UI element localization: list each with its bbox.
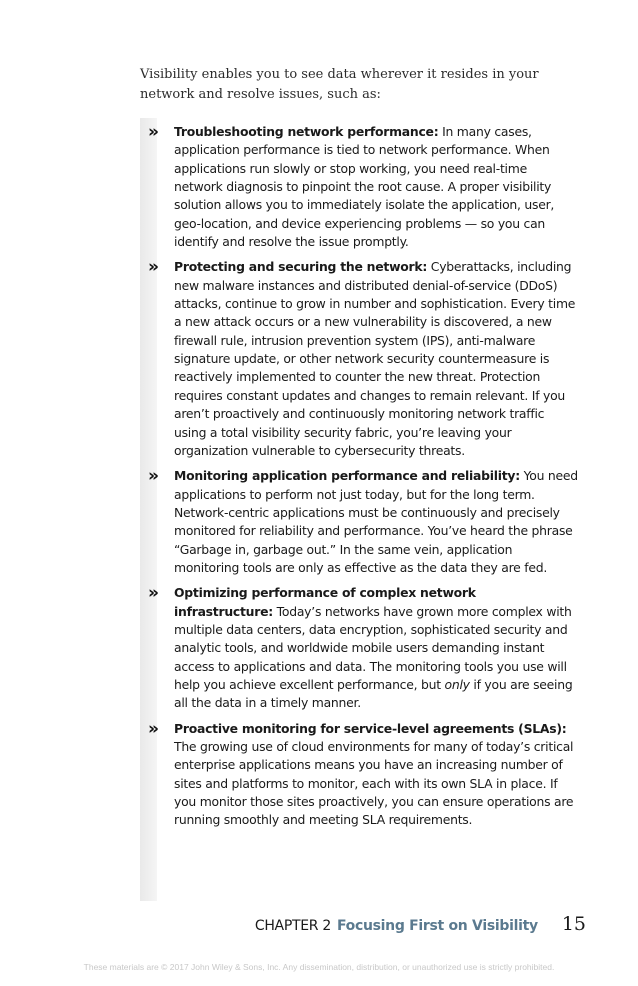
chevron-bullet-icon: »: [148, 466, 157, 487]
page-number: 15: [561, 913, 586, 935]
chevron-bullet-icon: »: [148, 583, 157, 604]
item-text: Today’s networks have grown more complex with multiple data centers, data encryption, sophisticated security and analytic tools, and worldwide mobile users demanding instant access to applications and data. The monitoring tools you use will help you achieve excellent performance, but: [174, 603, 572, 692]
item-text: In many cases, application performance is tied to network performance. When applications run slowly or stop working, you need real-time network diagnosis to pinpoint the root cause. A proper visibility solution allows you to immediately isolate the application, user, geo-location, and device experiencing problems — so you can identify and resolve the issue promptly.: [174, 124, 555, 250]
copyright-notice: These materials are © 2017 John Wiley & Sons, Inc. Any dissemination, distribution, or unauthorized use is strictly prohibited.: [83, 962, 555, 972]
chapter-label: CHAPTER 2: [254, 918, 331, 934]
item-title: Protecting and securing the network:: [174, 259, 428, 275]
intro-paragraph: Visibility enables you to see data wherever it resides in your network and resolve issues, such as:: [140, 67, 539, 102]
list-item: [148, 258, 578, 460]
item-text: You need applications to perform not just today, but for the long term. Network-centric applications must be continuously and precisely monitored for reliability and performance. You’ve heard the phrase “Garbage in, garbage out.” In the same vein, application monitoring tools are only as effective as the data they are fed.: [174, 468, 578, 575]
page-footer: [0, 913, 586, 935]
chapter-title: Focusing First on Visibility: [336, 918, 538, 934]
item-title: Optimizing performance of complex network infrastructure:: [174, 585, 476, 619]
item-title: Monitoring application performance and reliability:: [174, 468, 520, 484]
item-title: Troubleshooting network performance:: [174, 124, 439, 139]
item-title: Proactive monitoring for service-level agreements (SLAs):: [174, 720, 567, 736]
list-item: [148, 584, 578, 712]
item-text: if you are seeing all the data in a timely manner.: [174, 676, 573, 711]
chevron-bullet-icon: »: [148, 257, 157, 278]
list-item: [148, 123, 578, 251]
list-item: [148, 720, 578, 830]
item-emphasis: only: [444, 676, 470, 692]
item-text: The growing use of cloud environments for many of today’s critical enterprise applications means you have an increasing number of sites and platforms to monitor, each with its own SLA in place. If you monitor those sites proactively, you can ensure operations are running smoothly and meeting SLA requirements.: [174, 739, 574, 828]
chevron-bullet-icon: »: [148, 122, 157, 142]
chevron-bullet-icon: »: [148, 718, 157, 739]
list-item: [148, 467, 578, 577]
bullet-list: [148, 123, 578, 837]
item-text: Cyberattacks, including new malware instances and distributed denial-of-service (DDoS) attacks, continue to grow in number and sophistication. Every time a new attack occurs or a new vulnerability is discovered, a new firewall rule, intrusion prevention system (IPS), anti-malware signature update, or other network security countermeasure is reactively implemented to counter the new threat. Protection requires constant updates and changes to remain relevant. If you aren’t proactively and continuously monitoring network traffic using a total visibility security fabric, you’re leaving your organization vulnerable to cybersecurity threats.: [174, 259, 576, 458]
